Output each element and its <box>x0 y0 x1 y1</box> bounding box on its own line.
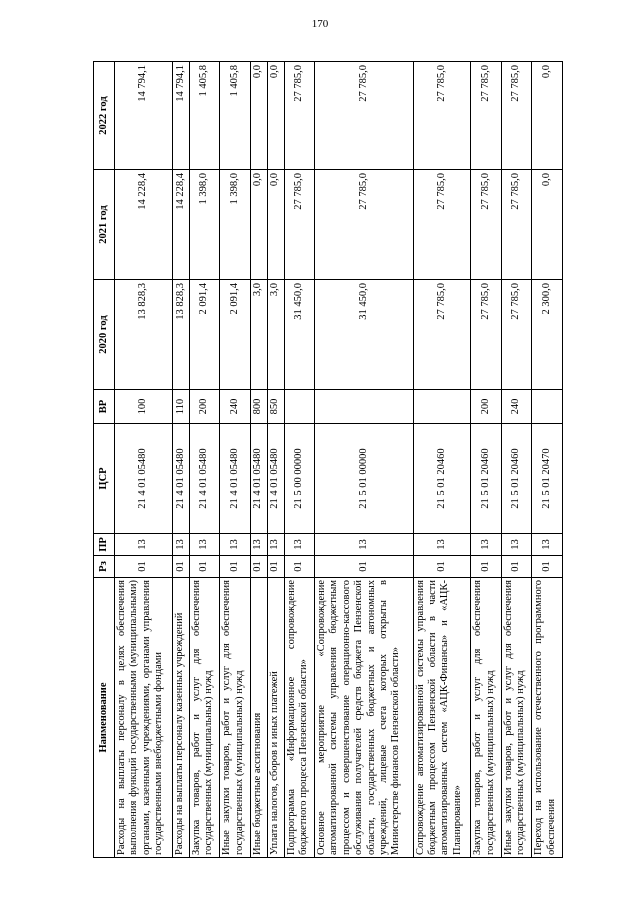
cell-2022: 27 785,0 <box>413 62 471 170</box>
cell-2021: 27 785,0 <box>284 170 315 280</box>
cell-rz: 01 <box>284 556 315 578</box>
cell-2021: 27 785,0 <box>471 170 502 280</box>
cell-vr <box>284 390 315 424</box>
budget-table-container <box>93 62 563 858</box>
cell-2022: 27 785,0 <box>471 62 502 170</box>
cell-vr <box>413 390 471 424</box>
table-row <box>220 62 251 858</box>
table-row <box>250 62 267 858</box>
cell-vr: 100 <box>115 390 173 424</box>
cell-2021: 1 398,0 <box>189 170 220 280</box>
cell-csr: 21 4 01 05480 <box>250 424 267 534</box>
cell-vr: 240 <box>220 390 251 424</box>
page-number: 170 <box>311 18 329 30</box>
cell-pr: 13 <box>532 534 563 556</box>
cell-2021: 27 785,0 <box>501 170 532 280</box>
header-2022: 2022 год <box>94 62 115 170</box>
cell-2020: 2 091,4 <box>189 280 220 390</box>
cell-2021: 27 785,0 <box>413 170 471 280</box>
cell-csr: 21 5 01 20460 <box>471 424 502 534</box>
cell-csr: 21 4 01 05480 <box>220 424 251 534</box>
cell-name: Переход на использование отечественного программного обеспечения <box>532 578 563 858</box>
cell-pr: 13 <box>115 534 173 556</box>
cell-name: Сопровождение автоматизированной системы управления бюджетным процессом Пензенской области в части автоматизированных систем «АЦК-Финансы» и «АЦК-Планирование» <box>413 578 471 858</box>
cell-vr <box>315 390 414 424</box>
cell-pr: 13 <box>189 534 220 556</box>
cell-2020: 27 785,0 <box>471 280 502 390</box>
cell-2021: 1 398,0 <box>220 170 251 280</box>
table-row <box>189 62 220 858</box>
cell-pr: 13 <box>220 534 251 556</box>
cell-2020: 27 785,0 <box>413 280 471 390</box>
cell-rz: 01 <box>250 556 267 578</box>
cell-csr: 21 5 01 20460 <box>413 424 471 534</box>
cell-csr: 21 5 01 20460 <box>501 424 532 534</box>
cell-2021: 27 785,0 <box>315 170 414 280</box>
cell-name: Иные закупки товаров, работ и услуг для обеспечения государственных (муниципальных) нужд <box>220 578 251 858</box>
cell-2022: 0,0 <box>250 62 267 170</box>
cell-2022: 1 405,8 <box>189 62 220 170</box>
cell-rz: 01 <box>220 556 251 578</box>
cell-2021: 0,0 <box>267 170 284 280</box>
cell-rz: 01 <box>532 556 563 578</box>
header-rz: Рз <box>94 556 115 578</box>
cell-csr: 21 5 01 20470 <box>532 424 563 534</box>
cell-name: Подпрограмма «Информационное сопровождение бюджетного процесса Пензенской области» <box>284 578 315 858</box>
cell-csr: 21 4 01 05480 <box>115 424 173 534</box>
cell-rz: 01 <box>413 556 471 578</box>
cell-csr: 21 5 00 00000 <box>284 424 315 534</box>
cell-vr <box>532 390 563 424</box>
cell-pr: 13 <box>315 534 414 556</box>
cell-vr: 110 <box>172 390 189 424</box>
cell-2020: 2 300,0 <box>532 280 563 390</box>
cell-name: Расходы на выплаты персоналу казенных учреждений <box>172 578 189 858</box>
cell-pr: 13 <box>471 534 502 556</box>
cell-2022: 14 794,1 <box>115 62 173 170</box>
header-vr: ВР <box>94 390 115 424</box>
cell-2022: 27 785,0 <box>284 62 315 170</box>
cell-2020: 13 828,3 <box>115 280 173 390</box>
cell-rz: 01 <box>267 556 284 578</box>
cell-vr: 800 <box>250 390 267 424</box>
header-2020: 2020 год <box>94 280 115 390</box>
cell-2022: 14 794,1 <box>172 62 189 170</box>
cell-pr: 13 <box>172 534 189 556</box>
cell-vr: 850 <box>267 390 284 424</box>
cell-rz: 01 <box>115 556 173 578</box>
cell-2020: 3,0 <box>250 280 267 390</box>
cell-name: Основное мероприятие «Сопровождение автоматизированной системы управления бюджетным процессом и совершенствование операционно-кассового обслуживания получателей средств бюджета Пензенской области, государственных бюджетных и автономных учреждений, лицевые счета которых открыты в Министерстве финансов Пензенской области» <box>315 578 414 858</box>
cell-rz: 01 <box>471 556 502 578</box>
table-row <box>471 62 502 858</box>
cell-rz: 01 <box>189 556 220 578</box>
cell-2021: 0,0 <box>250 170 267 280</box>
cell-2022: 1 405,8 <box>220 62 251 170</box>
cell-csr: 21 4 01 05480 <box>172 424 189 534</box>
table-body <box>115 62 563 858</box>
cell-rz: 01 <box>172 556 189 578</box>
cell-2022: 27 785,0 <box>501 62 532 170</box>
cell-2022: 27 785,0 <box>315 62 414 170</box>
cell-csr: 21 4 01 05480 <box>189 424 220 534</box>
table-row <box>315 62 414 858</box>
cell-2020: 27 785,0 <box>501 280 532 390</box>
table-row <box>413 62 471 858</box>
cell-name: Расходы на выплаты персоналу в целях обеспечения выполнения функций государственными (муниципальными) органами, казенными учреждениями, органами управления государственными внебюджетными фондами <box>115 578 173 858</box>
header-pr: ПР <box>94 534 115 556</box>
cell-pr: 13 <box>267 534 284 556</box>
cell-2020: 2 091,4 <box>220 280 251 390</box>
cell-rz: 01 <box>315 556 414 578</box>
cell-2022: 0,0 <box>532 62 563 170</box>
cell-vr: 200 <box>471 390 502 424</box>
table-row <box>115 62 173 858</box>
table-row <box>267 62 284 858</box>
cell-csr: 21 4 01 05480 <box>267 424 284 534</box>
cell-2020: 3,0 <box>267 280 284 390</box>
cell-pr: 13 <box>501 534 532 556</box>
cell-csr: 21 5 01 00000 <box>315 424 414 534</box>
cell-name: Закупка товаров, работ и услуг для обеспечения государственных (муниципальных) нужд <box>189 578 220 858</box>
cell-2021: 14 228,4 <box>115 170 173 280</box>
cell-rz: 01 <box>501 556 532 578</box>
header-csr: ЦСР <box>94 424 115 534</box>
cell-2021: 14 228,4 <box>172 170 189 280</box>
cell-2020: 13 828,3 <box>172 280 189 390</box>
budget-table <box>93 61 563 858</box>
cell-vr: 240 <box>501 390 532 424</box>
header-name: Наименование <box>94 578 115 858</box>
table-row <box>284 62 315 858</box>
cell-vr: 200 <box>189 390 220 424</box>
table-header-row <box>94 62 115 858</box>
cell-2020: 31 450,0 <box>315 280 414 390</box>
table-row <box>501 62 532 858</box>
cell-name: Иные закупки товаров, работ и услуг для обеспечения государственных (муниципальных) нужд <box>501 578 532 858</box>
cell-2020: 31 450,0 <box>284 280 315 390</box>
cell-name: Уплата налогов, сборов и иных платежей <box>267 578 284 858</box>
cell-pr: 13 <box>413 534 471 556</box>
cell-name: Иные бюджетные ассигнования <box>250 578 267 858</box>
table-row <box>172 62 189 858</box>
cell-pr: 13 <box>250 534 267 556</box>
table-row <box>532 62 563 858</box>
header-2021: 2021 год <box>94 170 115 280</box>
cell-2022: 0,0 <box>267 62 284 170</box>
cell-name: Закупка товаров, работ и услуг для обеспечения государственных (муниципальных) нужд <box>471 578 502 858</box>
cell-pr: 13 <box>284 534 315 556</box>
cell-2021: 0,0 <box>532 170 563 280</box>
